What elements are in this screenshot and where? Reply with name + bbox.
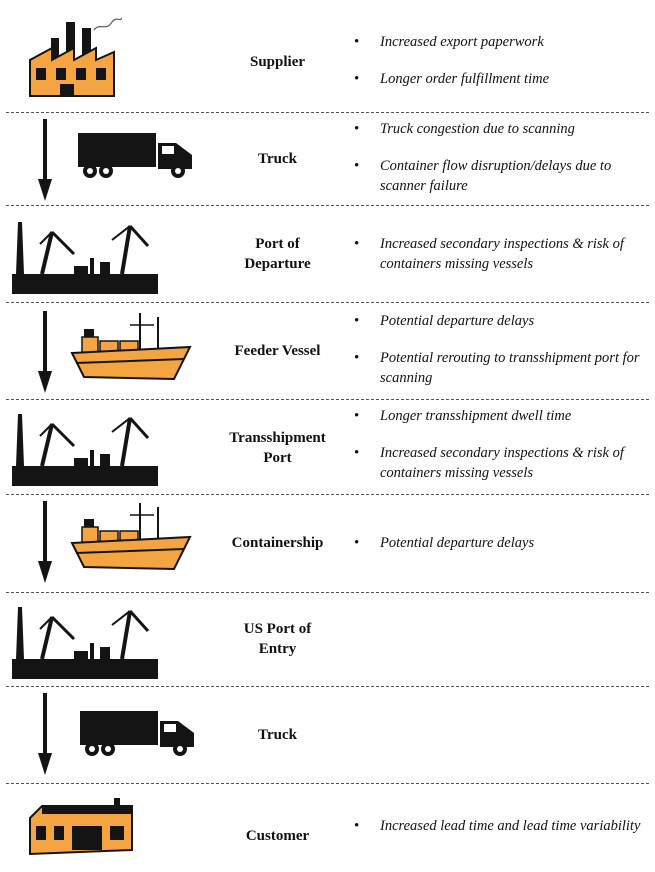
impact-item: • Container flow disruption/delays due to scanner failure — [352, 156, 648, 196]
stage-label: Port of Departure — [244, 236, 311, 272]
impact-item: • Increased secondary inspections & risk of containers missing vessels — [352, 443, 648, 483]
impact-item: • Potential rerouting to transshipment port for scanning — [352, 348, 648, 388]
impact-item: • Increased secondary inspections & risk of containers missing vessels — [352, 234, 648, 274]
impact-item: • Potential departure delays — [352, 311, 648, 331]
impact-list — [352, 311, 648, 388]
port-cranes-icon — [12, 214, 162, 296]
stage-row-truck-2 — [0, 687, 655, 783]
stage-label: US Port of Entry — [243, 621, 312, 657]
ship-icon — [70, 311, 194, 385]
stage-row-transshipment-port — [0, 400, 655, 494]
stage-label: Truck — [258, 151, 297, 167]
down-arrow-icon — [38, 311, 52, 393]
impact-list — [352, 406, 648, 483]
impact-item: • Increased export paperwork — [352, 32, 648, 52]
ship-icon — [70, 501, 194, 575]
truck-icon — [80, 709, 200, 759]
down-arrow-icon — [38, 693, 52, 775]
impact-list — [352, 533, 648, 553]
stage-label: Feeder Vessel — [234, 343, 321, 359]
stage-row-containership — [0, 495, 655, 592]
impact-item: • Potential departure delays — [352, 533, 648, 553]
stage-label: Truck — [258, 727, 297, 743]
impact-list — [352, 32, 648, 89]
stage-label: Customer — [245, 828, 310, 844]
down-arrow-icon — [38, 119, 52, 201]
down-arrow-icon — [38, 501, 52, 583]
truck-icon — [78, 131, 198, 181]
factory-icon — [22, 8, 122, 104]
stage-row-port-of-departure — [0, 206, 655, 302]
stage-row-feeder-vessel — [0, 303, 655, 399]
stage-label: Containership — [231, 535, 324, 551]
warehouse-icon — [28, 796, 138, 862]
stage-label: Transshipment Port — [229, 430, 326, 466]
impact-list — [352, 816, 648, 836]
stage-row-us-port-of-entry — [0, 593, 655, 686]
impact-item: • Truck congestion due to scanning — [352, 119, 648, 139]
stage-row-customer — [0, 784, 655, 872]
impact-list — [352, 234, 648, 274]
port-cranes-icon — [12, 406, 162, 488]
impact-item: • Longer transshipment dwell time — [352, 406, 648, 426]
stage-row-supplier — [0, 0, 655, 112]
impact-item: • Increased lead time and lead time variability — [352, 816, 648, 836]
stage-row-truck — [0, 113, 655, 205]
impact-item: • Longer order fulfillment time — [352, 69, 648, 89]
impact-list — [352, 119, 648, 196]
port-cranes-icon — [12, 599, 162, 681]
stage-label: Supplier — [249, 54, 306, 70]
